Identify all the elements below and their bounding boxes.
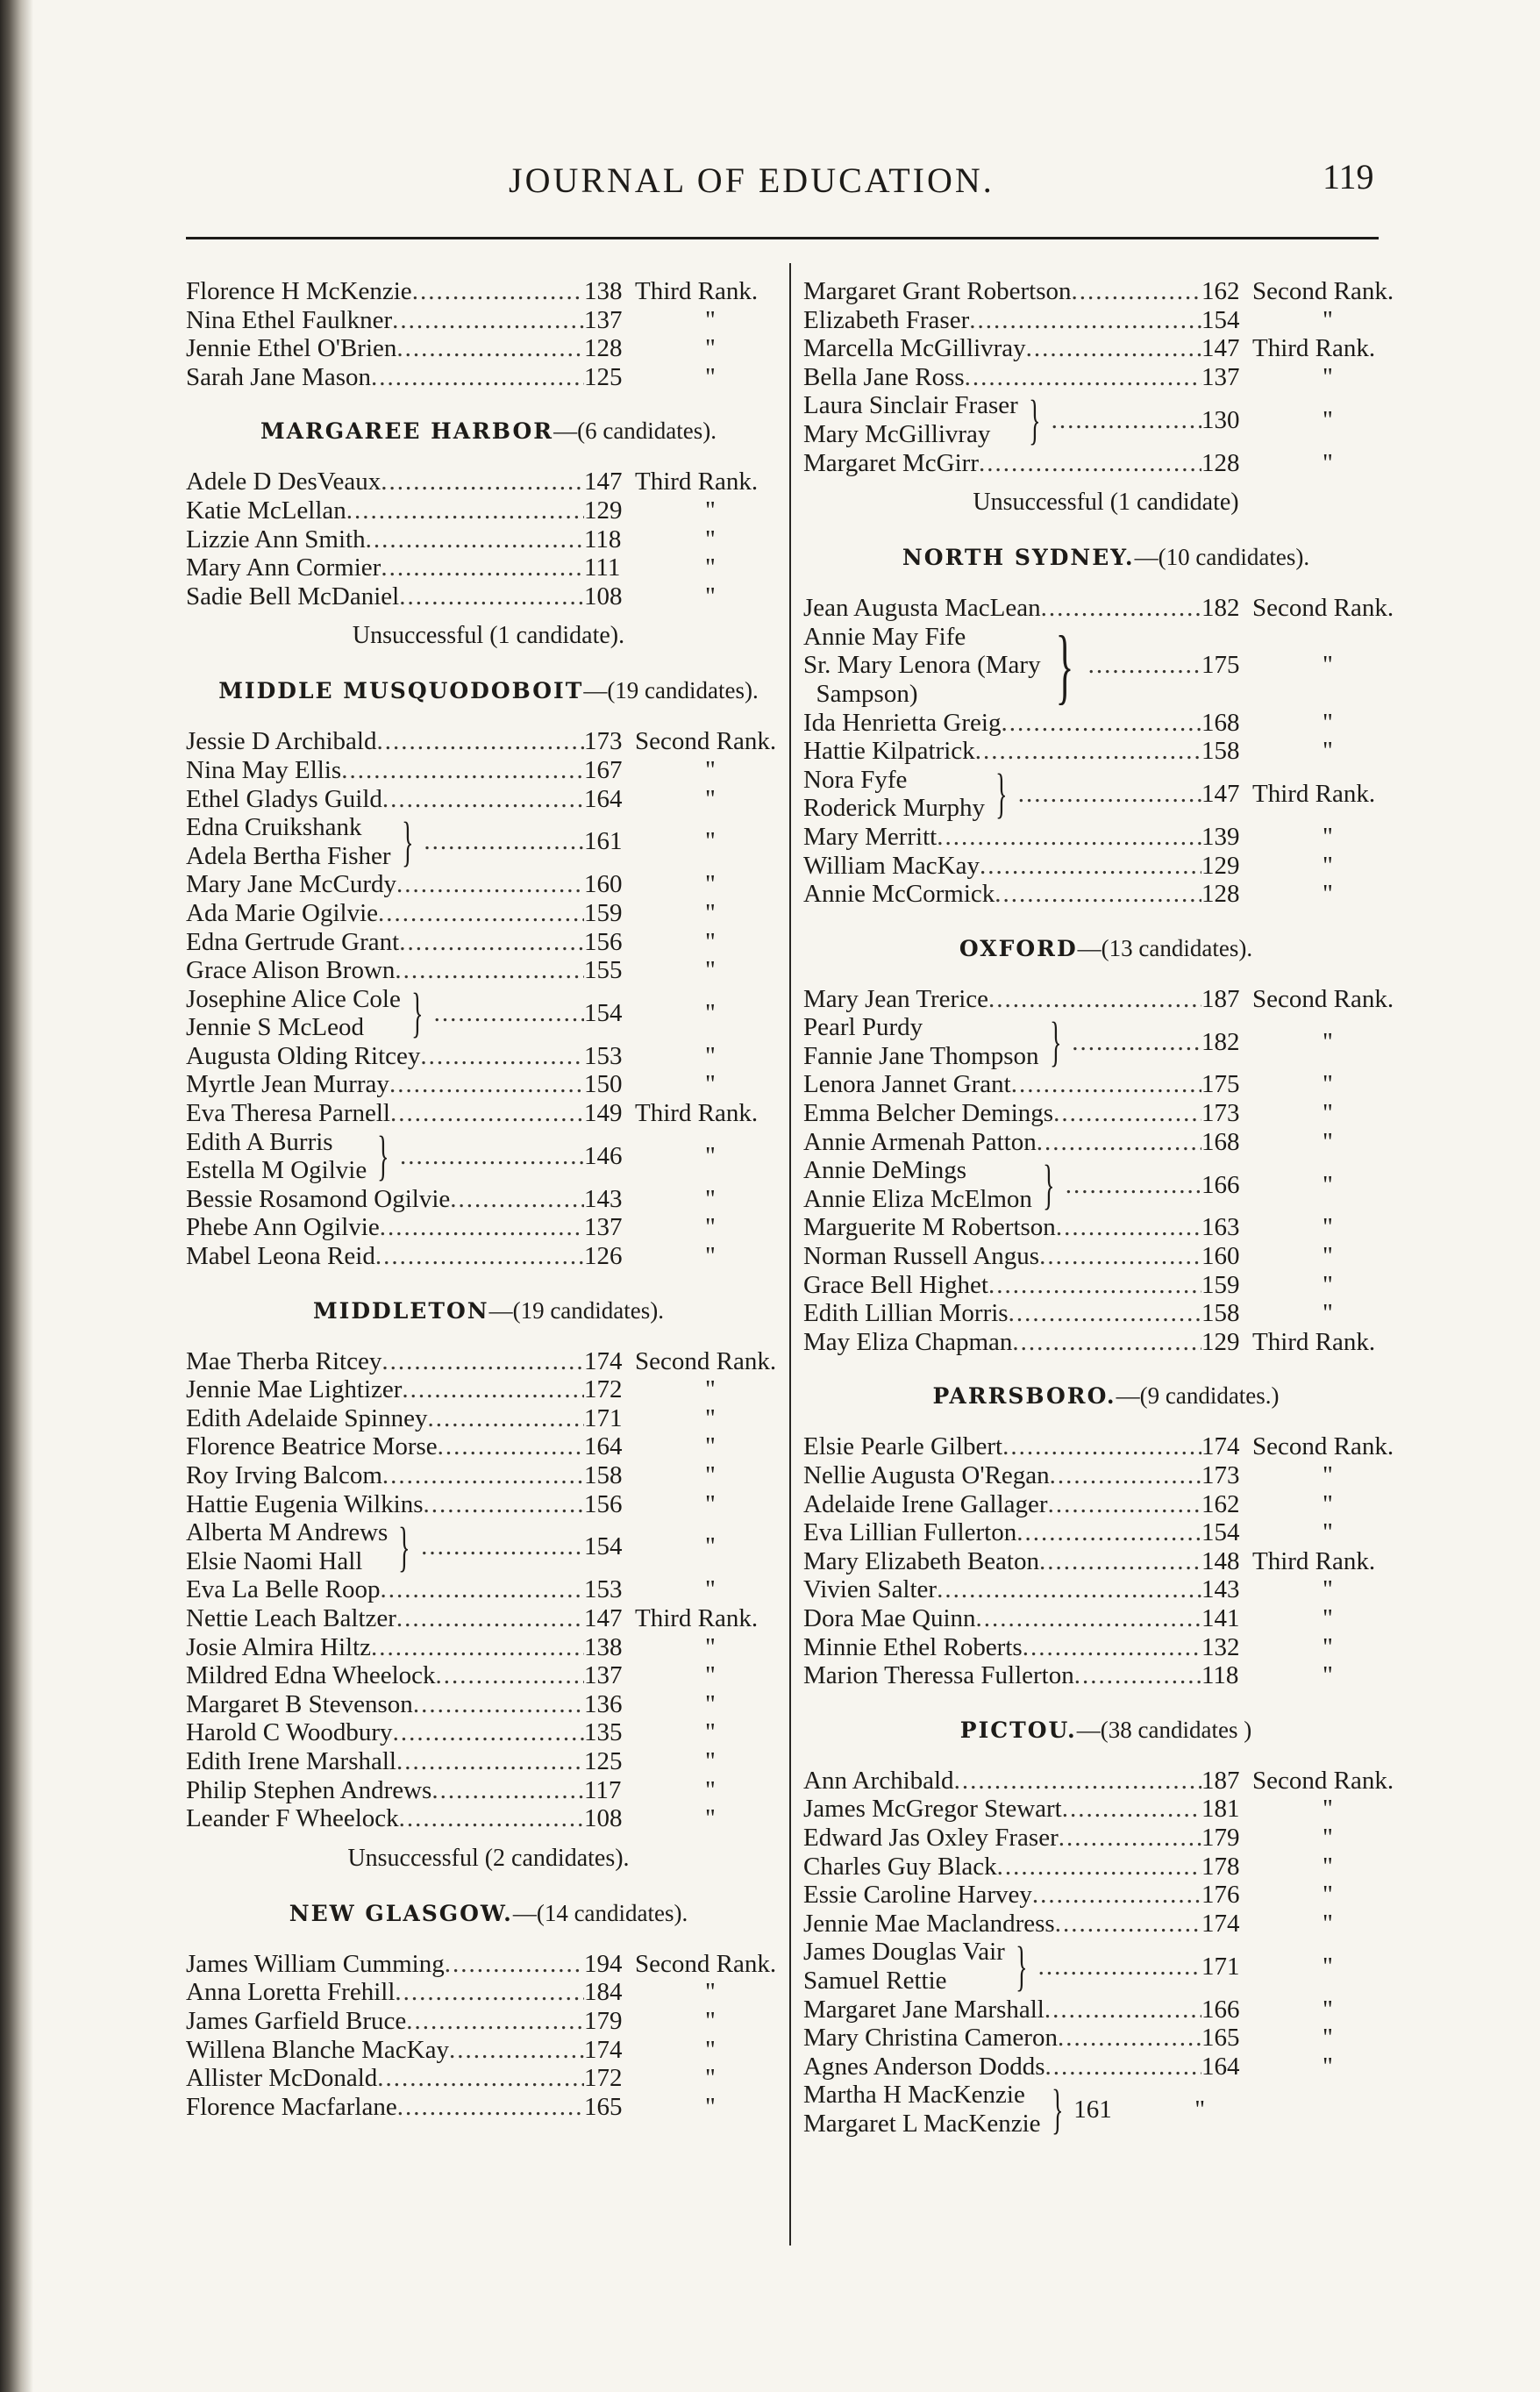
list-item: Lizzie Ann Smith ..... 118 "	[186, 525, 791, 554]
list-item: Sadie Bell McDaniel ..... 108 "	[186, 582, 791, 611]
list-item: Harold C Woodbury ..... 135 "	[186, 1718, 791, 1747]
list-item: Jessie D Archibald ..... 173 Second Rank.	[186, 727, 791, 756]
list-item: Mary Jean Trerice ..... 187 Second Rank.	[803, 985, 1408, 1014]
section-heading-middle-musquodoboit: MIDDLE MUSQUODOBOIT—(19 candidates).	[218, 677, 759, 704]
list-item: Annie McCormick ..... 128 "	[803, 880, 1408, 909]
list-item: Nina May Ellis ..... 167 "	[186, 756, 791, 785]
list-item: Jennie Ethel O'Brien ..... 128 "	[186, 334, 791, 363]
list-item: Bessie Rosamond Ogilvie ..... 143 "	[186, 1185, 791, 1214]
list-item: Grace Bell Highet ..... 159 "	[803, 1271, 1408, 1300]
list-item: Phebe Ann Ogilvie ..... 137 "	[186, 1213, 791, 1242]
list-item: Charles Guy Black ..... 178 "	[803, 1853, 1408, 1881]
list-item: Norman Russell Angus ..... 160 "	[803, 1242, 1408, 1271]
list-item: Nettie Leach Baltzer ..... 147 Third Rank.	[186, 1604, 791, 1633]
tied-group: James Douglas Vair Samuel Rettie } ..... 171 "	[803, 1938, 1408, 1995]
list-item: Dora Mae Quinn ..... 141 "	[803, 1604, 1408, 1633]
list-item: Roy Irving Balcom ..... 158 "	[186, 1461, 791, 1490]
list-item: James Garfield Bruce ..... 179 "	[186, 2007, 791, 2036]
running-head-title: JOURNAL OF EDUCATION.	[509, 161, 995, 200]
list-item: Nina Ethel Faulkner ..... 137 "	[186, 306, 791, 335]
list-item: Bella Jane Ross ..... 137 "	[803, 363, 1408, 392]
list-item: Agnes Anderson Dodds ..... 164 "	[803, 2053, 1408, 2081]
list-item: Anna Loretta Frehill ..... 184 "	[186, 1978, 791, 2007]
list-item: Florence H McKenzie ..... 138 Third Rank.	[186, 277, 791, 306]
list-item: Jean Augusta MacLean ..... 182 Second Rank.	[803, 594, 1408, 623]
list-item: Edith Adelaide Spinney ..... 171 "	[186, 1404, 791, 1433]
list-item: William MacKay ..... 129 "	[803, 852, 1408, 881]
list-item: Mary Elizabeth Beaton ..... 148 Third Rank.	[803, 1547, 1408, 1576]
tied-group: Annie May Fife Sr. Mary Lenora (Mary Sampson) } ..... 175 "	[803, 623, 1408, 709]
list-item: Elsie Pearle Gilbert ..... 174 Second Rank.	[803, 1432, 1408, 1461]
list-item: Ann Archibald ..... 187 Second Rank.	[803, 1767, 1408, 1796]
tied-group: Alberta M Andrews Elsie Naomi Hall } ..... 154 "	[186, 1518, 791, 1575]
list-item: Mary Merritt ..... 139 "	[803, 823, 1408, 852]
brace-icon: }	[1028, 389, 1041, 450]
unsuccessful-note: Unsuccessful (2 candidates).	[347, 1844, 630, 1872]
section-heading-pictou: PICTOU.—(38 candidates )	[959, 1716, 1252, 1743]
continued-list	[186, 277, 791, 391]
brace-icon: }	[401, 811, 414, 872]
list-item: Adele D DesVeaux ..... 147 Third Rank.	[186, 468, 791, 496]
list-item: Philip Stephen Andrews ..... 117 "	[186, 1776, 791, 1805]
brace-icon: }	[411, 983, 424, 1044]
list-item: Eva Theresa Parnell ..... 149 Third Rank.	[186, 1099, 791, 1128]
list-item: Emma Belcher Demings ..... 173 "	[803, 1099, 1408, 1128]
list-item: Margaret McGirr ..... 128 "	[803, 449, 1408, 478]
list-item: Lenora Jannet Grant ..... 175 "	[803, 1070, 1408, 1099]
list-item: Eva La Belle Roop ..... 153 "	[186, 1575, 791, 1604]
brace-icon: }	[1043, 1154, 1055, 1215]
tied-group: Nora Fyfe Roderick Murphy } ..... 147 Third Rank.	[803, 766, 1408, 823]
list-item: Minnie Ethel Roberts ..... 132 "	[803, 1633, 1408, 1662]
brace-icon: }	[1055, 618, 1074, 712]
list-item: Katie McLellan ..... 129 "	[186, 496, 791, 525]
list-item: Mabel Leona Reid ..... 126 "	[186, 1242, 791, 1271]
list-item: Mary Jane McCurdy ..... 160 "	[186, 870, 791, 899]
list-item: Jennie Mae Lightizer ..... 172 "	[186, 1375, 791, 1404]
list-item: James William Cumming ..... 194 Second Rank.	[186, 1950, 791, 1979]
list-item: Marcella McGillivray ..... 147 Third Rank.	[803, 334, 1408, 363]
list-item: Elizabeth Fraser ..... 154 "	[803, 306, 1408, 335]
list-item: James McGregor Stewart ..... 181 "	[803, 1795, 1408, 1824]
unsuccessful-note: Unsuccessful (1 candidate)	[973, 489, 1239, 517]
list-item: Ethel Gladys Guild ..... 164 "	[186, 785, 791, 814]
list-item: Augusta Olding Ritcey ..... 153 "	[186, 1042, 791, 1071]
list-item: May Eliza Chapman ..... 129 Third Rank.	[803, 1328, 1408, 1357]
section-heading-parrsboro: PARRSBORO.—(9 candidates.)	[932, 1382, 1280, 1410]
list-item: Leander F Wheelock ..... 108 "	[186, 1804, 791, 1833]
list-item: Florence Beatrice Morse ..... 164 "	[186, 1432, 791, 1461]
list-item: Mildred Edna Wheelock ..... 137 "	[186, 1661, 791, 1690]
tied-group: Laura Sinclair Fraser Mary McGillivray } ..... 130 "	[803, 391, 1408, 448]
left-column	[186, 277, 791, 2121]
brace-icon: }	[995, 764, 1008, 825]
list-item: Josie Almira Hiltz ..... 138 "	[186, 1633, 791, 1662]
list-item: Ida Henrietta Greig ..... 168 "	[803, 709, 1408, 738]
section-heading-north-sydney: NORTH SYDNEY.—(10 candidates).	[902, 544, 1310, 571]
list-item: Marguerite M Robertson ..... 163 "	[803, 1213, 1408, 1242]
section-heading-oxford: OXFORD—(13 candidates).	[959, 934, 1253, 961]
page-number: 119	[1323, 157, 1374, 196]
list-item: Myrtle Jean Murray ..... 150 "	[186, 1070, 791, 1099]
brace-icon: }	[1049, 1011, 1062, 1072]
list-item: Ada Marie Ogilvie ..... 159 "	[186, 899, 791, 928]
section-heading-middleton: MIDDLETON—(19 candidates).	[312, 1296, 665, 1324]
list-item: Hattie Kilpatrick ..... 158 "	[803, 737, 1408, 766]
list-item: Margaret Jane Marshall ..... 166 "	[803, 1996, 1408, 2024]
tied-group: Annie DeMings Annie Eliza McElmon } ..... 166 "	[803, 1156, 1408, 1213]
list-item: Allister McDonald ..... 172 "	[186, 2064, 791, 2093]
list-item: Annie Armenah Patton ..... 168 "	[803, 1128, 1408, 1157]
list-item: Mary Christina Cameron ..... 165 "	[803, 2024, 1408, 2053]
list-item: Mae Therba Ritcey ..... 174 Second Rank.	[186, 1347, 791, 1376]
list-item: Sarah Jane Mason ..... 125 "	[186, 363, 791, 392]
tied-group: Martha H MacKenzie Margaret L MacKenzie } 161 "	[803, 2079, 1206, 2139]
list-item: Jennie Mae Maclandress ..... 174 "	[803, 1910, 1408, 1939]
list-item: Grace Alison Brown ..... 155 "	[186, 956, 791, 985]
list-item: Adelaide Irene Gallager ..... 162 "	[803, 1490, 1408, 1519]
tied-group: Josephine Alice Cole Jennie S McLeod } ..... 154 "	[186, 985, 791, 1042]
list-item: Hattie Eugenia Wilkins ..... 156 "	[186, 1490, 791, 1519]
tied-group: Pearl Purdy Fannie Jane Thompson } ..... 182 "	[803, 1013, 1408, 1070]
list-item: Edna Gertrude Grant ..... 156 "	[186, 928, 791, 957]
brace-icon: }	[377, 1126, 389, 1187]
list-item: Essie Caroline Harvey ..... 176 "	[803, 1881, 1408, 1910]
header-rule	[186, 237, 1379, 239]
list-item: Florence Macfarlane ..... 165 "	[186, 2093, 791, 2122]
list-item: Edward Jas Oxley Fraser ..... 179 "	[803, 1824, 1408, 1853]
brace-icon: }	[1051, 2079, 1064, 2139]
list-item: Willena Blanche MacKay ..... 174 "	[186, 2036, 791, 2065]
list-item: Edith Lillian Morris ..... 158 "	[803, 1299, 1408, 1328]
list-item: Margaret B Stevenson ..... 136 "	[186, 1690, 791, 1719]
unsuccessful-note: Unsuccessful (1 candidate).	[352, 622, 625, 650]
list-item: Nellie Augusta O'Regan ..... 173 "	[803, 1461, 1408, 1490]
section-heading-new-glasgow: NEW GLASGOW.—(14 candidates).	[289, 1899, 688, 1926]
binding-edge	[0, 0, 33, 2392]
brace-icon: }	[398, 1517, 410, 1577]
brace-icon: }	[1016, 1936, 1028, 1996]
tied-group: Edith A Burris Estella M Ogilvie } ..... 146 "	[186, 1128, 791, 1185]
section-heading-margaree-harbor: MARGAREE HARBOR—(6 candidates).	[260, 418, 717, 445]
list-item: Mary Ann Cormier ..... 111 "	[186, 553, 791, 582]
right-column	[803, 277, 1408, 2138]
list-item: Eva Lillian Fullerton ..... 154 "	[803, 1518, 1408, 1547]
list-item: Vivien Salter ..... 143 "	[803, 1575, 1408, 1604]
list-item: Margaret Grant Robertson ..... 162 Second Rank.	[803, 277, 1408, 306]
list-item: Marion Theressa Fullerton ..... 118 "	[803, 1661, 1408, 1690]
list-item: Edith Irene Marshall ..... 125 "	[186, 1747, 791, 1776]
tied-group: Edna Cruikshank Adela Bertha Fisher } ..... 161 "	[186, 813, 791, 870]
